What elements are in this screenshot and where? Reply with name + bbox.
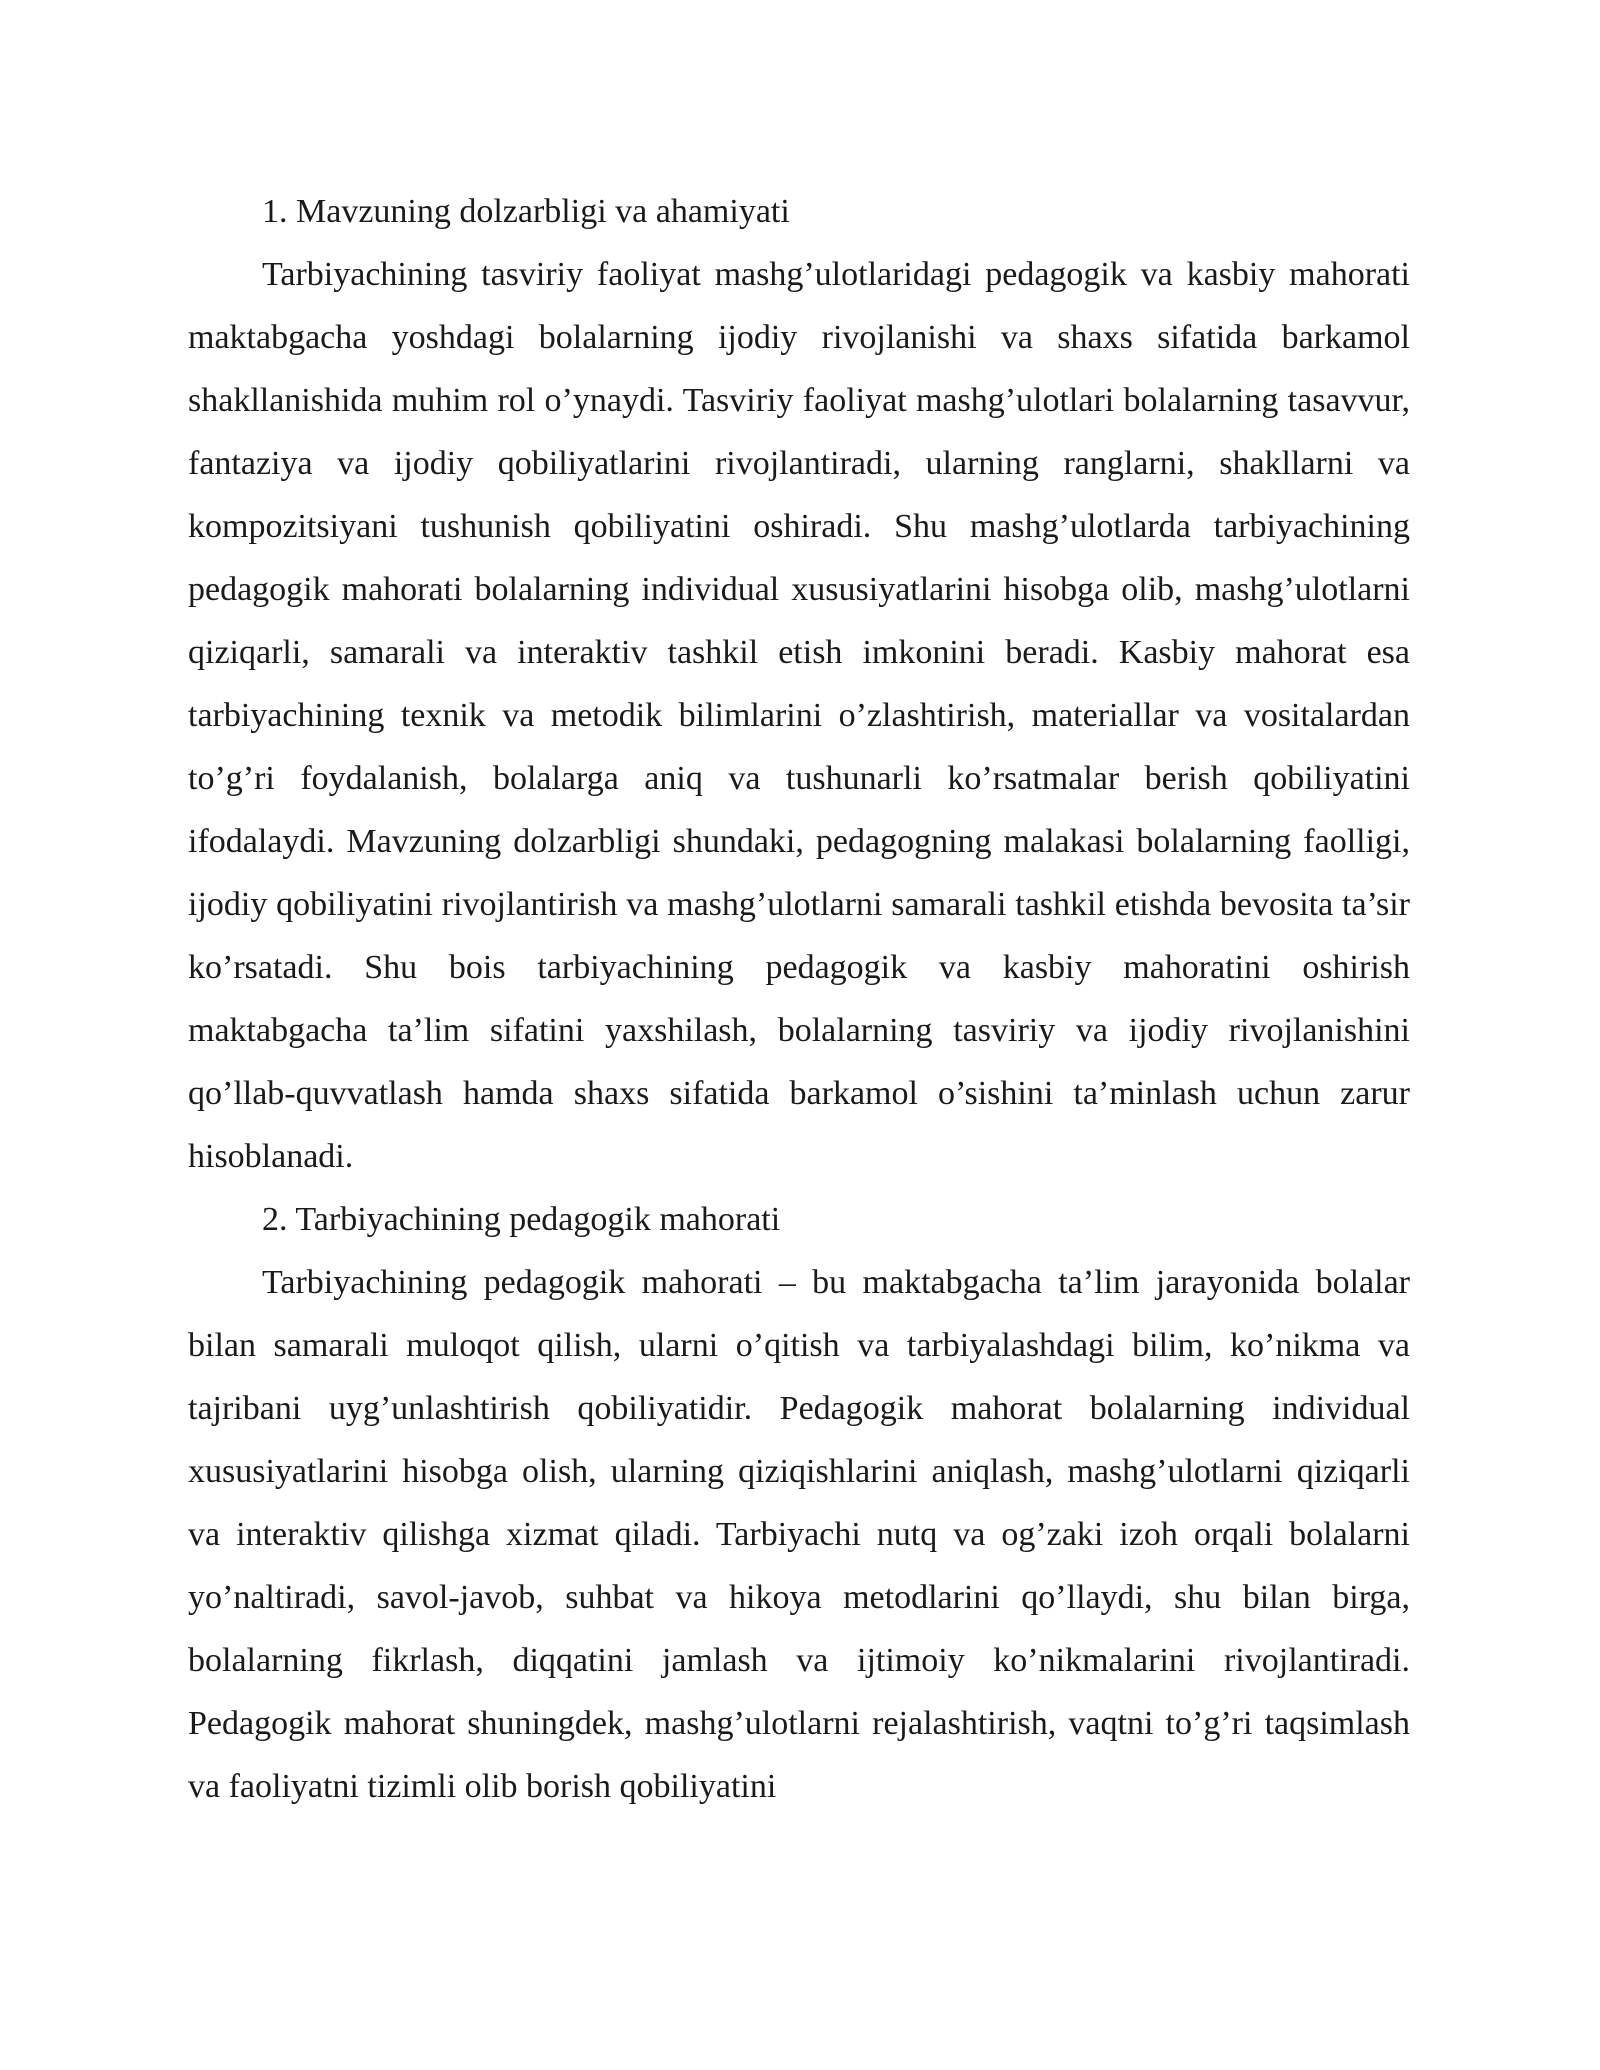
section-2-heading: 2. Tarbiyachining pedagogik mahorati [262, 1201, 781, 1238]
section-1-heading: 1. Mavzuning dolzarbligi va ahamiyati [262, 193, 790, 230]
section-1-paragraph: Tarbiyachining tasviriy faoliyat mashg’ulotlaridagi pedagogik va kasbiy mahorati maktabgacha yoshdagi bolalarning ijodiy rivojlanishi va shaxs sifatida barkamol shakllanishida muhim rol o’ynaydi. Tasviriy faoliyat mashg’ulotlari bolalarning tasavvur, fantaziya va ijodiy qobiliyatlarini rivojlantiradi, ularning ranglarni, shakllarni va kompozitsiyani tushunish qobiliyatini oshiradi. Shu mashg’ulotlarda tarbiyachining pedagogik mahorati bolalarning individual xususiyatlarini hisobga olib, mashg’ulotlarni qiziqarli, samarali va interaktiv tashkil etish imkonini beradi. Kasbiy mahorat esa tarbiyachining texnik va metodik bilimlarini o’zlashtirish, materiallar va vositalardan to’g’ri foydalanish, bolalarga aniq va tushunarli ko’rsatmalar berish qobiliyatini ifodalaydi. Mavzuning dolzarbligi shundaki, pedagogning malakasi bolalarning faolligi, ijodiy qobiliyatini rivojlantirish va mashg’ulotlarni samarali tashkil etishda bevosita ta’sir ko’rsatadi. Shu bois tarbiyachining pedagogik va kasbiy mahoratini oshirish maktabgacha ta’lim sifatini yaxshilash, bolalarning tasviriy va ijodiy rivojlanishini qo’llab-quvvatlash hamda shaxs sifatida barkamol o’sishini ta’minlash uchun zarur hisoblanadi. [188, 256, 1410, 1175]
section-2-paragraph: Tarbiyachining pedagogik mahorati – bu maktabgacha ta’lim jarayonida bolalar bilan samarali muloqot qilish, ularni o’qitish va tarbiyalashdagi bilim, ko’nikma va tajribani uyg’unlashtirish qobiliyatidir. Pedagogik mahorat bolalarning individual xususiyatlarini hisobga olish, ularning qiziqishlarini aniqlash, mashg’ulotlarni qiziqarli va interaktiv qilishga xizmat qiladi. Tarbiyachi nutq va og’zaki izoh orqali bolalarni yo’naltiradi, savol-javob, suhbat va hikoya metodlarini qo’llaydi, shu bilan birga, bolalarning fikrlash, diqqatini jamlash va ijtimoiy ko’nikmalarini rivojlantiradi. Pedagogik mahorat shuningdek, mashg’ulotlarni rejalashtirish, vaqtni to’g’ri taqsimlash va faoliyatni tizimli olib borish qobiliyatini [188, 1264, 1410, 1805]
document-body [188, 180, 1410, 1818]
